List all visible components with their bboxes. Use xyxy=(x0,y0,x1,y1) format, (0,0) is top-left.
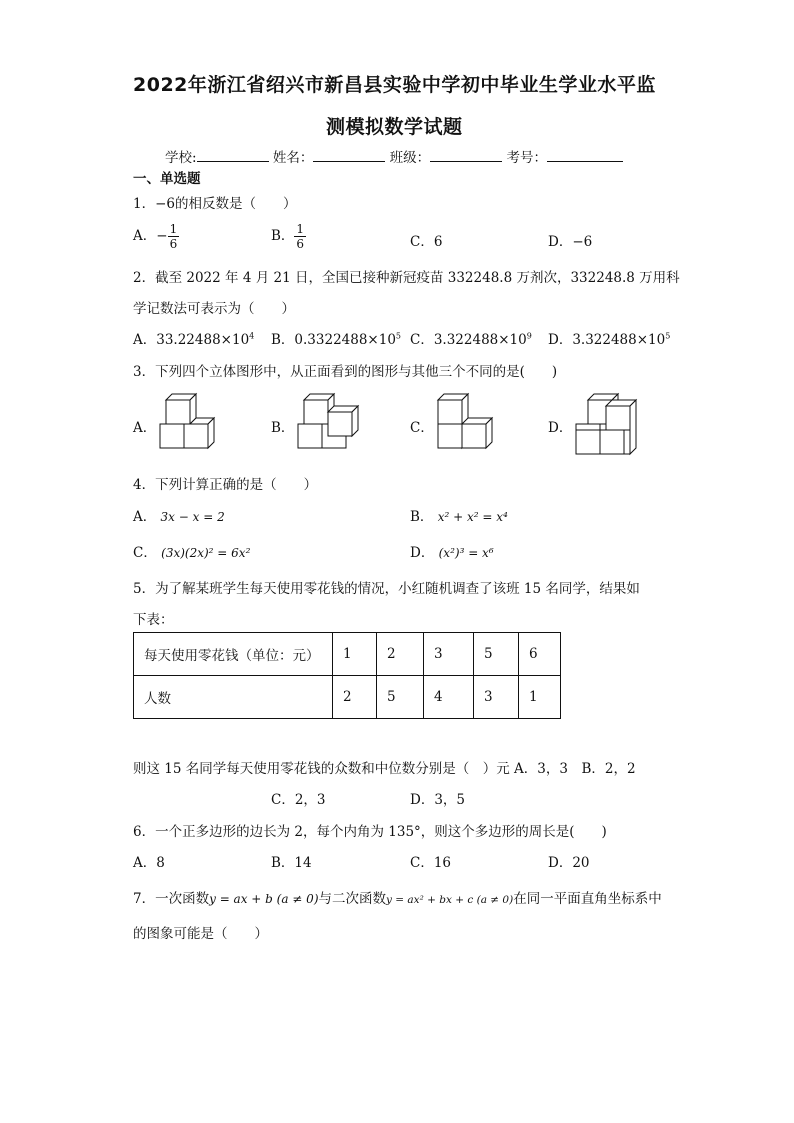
id-label: 考号： xyxy=(506,150,547,166)
class-label: 班级： xyxy=(389,150,431,166)
q3-stem: 3．下列四个立体图形中，从正面看到的图形与其他三个不同的是( ) xyxy=(133,364,558,380)
q1-option-b[interactable] xyxy=(271,222,306,251)
q3-option-d[interactable]: D． xyxy=(548,420,573,436)
table-cell: 4 xyxy=(424,676,474,719)
q4-stem: 4．下列计算正确的是（ ） xyxy=(133,477,318,493)
q1-option-a[interactable] xyxy=(133,222,179,251)
fraction xyxy=(168,222,180,251)
q5-stem-line2: 下表： xyxy=(133,612,174,628)
fraction xyxy=(294,222,306,251)
q5-option-c[interactable]: C．2，3 xyxy=(271,792,326,808)
cube-figure-c xyxy=(436,392,496,458)
table-cell: 1 xyxy=(519,676,561,719)
q1-b-label: B． xyxy=(271,228,295,244)
info-line xyxy=(165,146,623,166)
exam-title-line1: 2022年浙江省绍兴市新昌县实验中学初中毕业生学业水平监 xyxy=(133,74,656,96)
linear-function: y = ax + b (a ≠ 0) xyxy=(209,892,319,906)
q5-question: 则这 15 名同学每天使用零花钱的众数和中位数分别是（ ）元 A．3，3 B．2，2 xyxy=(133,761,636,777)
denominator: 6 xyxy=(296,237,305,251)
class-field[interactable] xyxy=(430,149,502,162)
q6-option-d[interactable]: D．20 xyxy=(548,855,590,871)
numerator: 1 xyxy=(296,222,305,236)
q2-option-b[interactable]: B．$0.3322488\times 10^5$ xyxy=(271,331,402,348)
q4-option-d[interactable]: D． (x²)³ = x⁶ xyxy=(410,545,494,561)
q5-option-d[interactable]: D．3，5 xyxy=(410,792,466,808)
q6-option-a[interactable]: A．8 xyxy=(133,855,165,871)
table-cell: 每天使用零花钱（单位：元） xyxy=(134,633,333,676)
table-cell: 2 xyxy=(333,676,377,719)
q5-stem-line1: 5．为了解某班学生每天使用零花钱的情况，小红随机调查了该班 15 名同学，结果如 xyxy=(133,581,640,597)
section-heading: 一、单选题 xyxy=(133,171,201,187)
table-cell: 5 xyxy=(377,676,424,719)
q6-stem: 6．一个正多边形的边长为 2，每个内角为 135°，则这个多边形的周长是( ) xyxy=(133,824,607,840)
table-cell: 6 xyxy=(519,633,561,676)
q4-option-a[interactable]: A． 3x − x = 2 xyxy=(133,509,225,525)
q2-option-d[interactable]: D．$3.322488\times 10^5$ xyxy=(548,331,671,348)
name-field[interactable] xyxy=(313,149,385,162)
q3-option-c[interactable]: C． xyxy=(410,420,434,436)
table-cell: 人数 xyxy=(134,676,333,719)
table-cell: 1 xyxy=(333,633,377,676)
q2-option-a[interactable]: A．$33.22488\times 10^4$ xyxy=(133,331,255,348)
q2-option-c[interactable]: C．$3.322488\times 10^9$ xyxy=(410,331,532,348)
q4-option-b[interactable]: B． x² + x² = x⁴ xyxy=(410,509,508,525)
q3-option-b[interactable]: B． xyxy=(271,420,295,436)
q4-option-c[interactable]: C． (3x)(2x)² = 6x² xyxy=(133,545,251,561)
school-label: 学校: xyxy=(165,150,197,166)
q6-option-c[interactable]: C．16 xyxy=(410,855,452,871)
data-table xyxy=(133,632,561,719)
q3-option-a[interactable]: A． xyxy=(133,420,157,436)
exam-title-line2: 测模拟数学试题 xyxy=(326,116,463,138)
quadratic-function: y = ax² + bx + c (a ≠ 0) xyxy=(386,894,514,906)
table-cell: 3 xyxy=(474,676,519,719)
table-row xyxy=(134,633,561,676)
school-field[interactable] xyxy=(197,149,269,162)
q1-a-label: A．− xyxy=(133,228,168,244)
numerator: 1 xyxy=(169,222,178,236)
q7-stem-line2: 的图象可能是（ ） xyxy=(133,926,268,942)
q7-stem-line1: 7．一次函数y = ax + b (a ≠ 0)与二次函数y = ax² + bx + c (a ≠ 0)在同一平面直角坐标系中 xyxy=(133,891,662,907)
cube-figure-a xyxy=(158,392,218,458)
q1-option-d[interactable]: D．−6 xyxy=(548,234,593,250)
q1-option-c[interactable]: C．6 xyxy=(410,234,443,250)
table-cell: 3 xyxy=(424,633,474,676)
table-cell: 2 xyxy=(377,633,424,676)
q6-option-b[interactable]: B．14 xyxy=(271,855,312,871)
q2-stem-line2: 学记数法可表示为（ ） xyxy=(133,301,295,317)
cube-figure-b xyxy=(296,392,362,458)
table-row xyxy=(134,676,561,719)
denominator: 6 xyxy=(169,237,178,251)
q1-stem: 1．−6的相反数是（ ） xyxy=(133,196,297,212)
id-field[interactable] xyxy=(547,149,623,162)
name-label: 姓名： xyxy=(272,150,314,166)
q2-stem-line1: 2．截至 2022 年 4 月 21 日，全国已接种新冠疫苗 332248.8 万剂次，332248.8 万用科 xyxy=(133,270,680,286)
cube-figure-d xyxy=(574,388,646,460)
table-cell: 5 xyxy=(474,633,519,676)
